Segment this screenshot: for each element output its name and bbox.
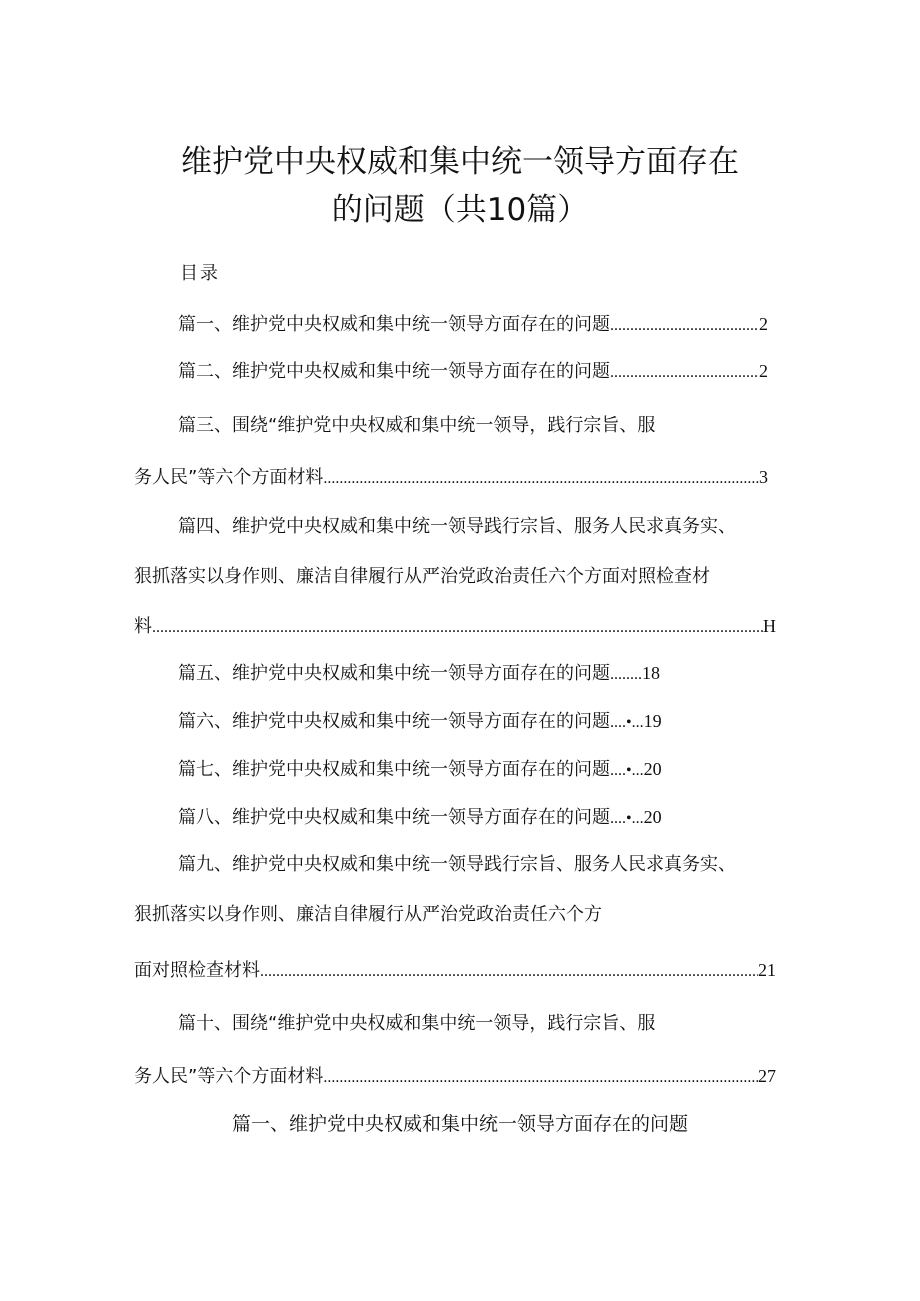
toc-entry-3-line-1[interactable]: 篇三、围绕“维护党中央权威和集中统一领导，践行宗旨、服: [178, 415, 656, 436]
toc-entry-text: 篇一、维护党中央权威和集中统一领导方面存在的问题: [178, 314, 610, 335]
toc-entry-text: 篇八、维护党中央权威和集中统一领导方面存在的问题: [178, 807, 610, 828]
toc-entry-2[interactable]: [178, 359, 768, 385]
toc-entry-text: 务人民”等六个方面材料: [134, 1066, 324, 1087]
toc-page-number: H: [763, 616, 776, 636]
toc-entry-text: 面对照检查材料: [134, 960, 260, 981]
toc-page-number: 3: [759, 467, 768, 487]
toc-leader-dots: ....•...: [610, 762, 644, 779]
toc-page-number: 20: [643, 759, 662, 779]
toc-entry-9-line-2[interactable]: 狠抓落实以身作则、廉洁自律履行从严治党政治责任六个方: [134, 904, 602, 925]
toc-leader-dots: [323, 1066, 758, 1090]
toc-entry-9-line-1[interactable]: 篇九、维护党中央权威和集中统一领导践行宗旨、服务人民求真务实、: [178, 854, 736, 875]
toc-page-number: 21: [758, 960, 776, 980]
toc-leader-dots: [260, 960, 758, 984]
toc-entry-8[interactable]: [178, 805, 662, 831]
section-title: 篇一、维护党中央权威和集中统一领导方面存在的问题: [231, 1113, 688, 1135]
toc-page-number: 27: [758, 1066, 776, 1086]
document-title-line-1: 维护党中央权威和集中统一领导方面存在: [181, 144, 739, 180]
toc-entry-text: 篇六、维护党中央权威和集中统一领导方面存在的问题: [178, 711, 610, 732]
toc-leader-dots: ........: [610, 666, 642, 683]
toc-page-number: 2: [759, 361, 768, 381]
toc-leader-dots: ....•...: [610, 714, 644, 731]
toc-entry-4-line-2[interactable]: 狠抓落实以身作则、廉洁自律履行从严治党政治责任六个方面对照检查材: [134, 566, 710, 587]
toc-leader-dots: [610, 314, 759, 338]
toc-entry-5[interactable]: [178, 661, 660, 687]
toc-entry-9[interactable]: [134, 958, 776, 984]
toc-page-number: 18: [642, 663, 660, 683]
toc-page-number: 19: [643, 711, 662, 731]
document-title-line-2: 的问题（共10篇）: [331, 192, 589, 228]
toc-entry-1[interactable]: [178, 312, 768, 338]
toc-entry-text: 篇七、维护党中央权威和集中统一领导方面存在的问题: [178, 759, 610, 780]
toc-entry-7[interactable]: [178, 757, 662, 783]
toc-entry-6[interactable]: [178, 709, 662, 735]
toc-entry-text: 篇五、维护党中央权威和集中统一领导方面存在的问题: [178, 663, 610, 684]
toc-heading: 目录: [180, 263, 220, 284]
toc-leader-dots: ....•...: [610, 810, 644, 827]
toc-entry-10[interactable]: [134, 1064, 776, 1090]
toc-leader-dots: [152, 616, 763, 640]
toc-entry-text: 篇二、维护党中央权威和集中统一领导方面存在的问题: [178, 361, 610, 382]
toc-leader-dots: [323, 467, 759, 491]
toc-page-number: 20: [643, 807, 662, 827]
toc-page-number: 2: [759, 314, 768, 334]
toc-entry-4[interactable]: [134, 614, 776, 640]
toc-leader-dots: [610, 361, 759, 385]
toc-entry-3[interactable]: [134, 465, 768, 491]
toc-entry-text: 料: [134, 616, 152, 637]
toc-entry-text: 务人民”等六个方面材料: [134, 467, 324, 488]
toc-entry-4-line-1[interactable]: 篇四、维护党中央权威和集中统一领导践行宗旨、服务人民求真务实、: [178, 516, 736, 537]
toc-entry-10-line-1[interactable]: 篇十、围绕“维护党中央权威和集中统一领导，践行宗旨、服: [178, 1013, 656, 1034]
